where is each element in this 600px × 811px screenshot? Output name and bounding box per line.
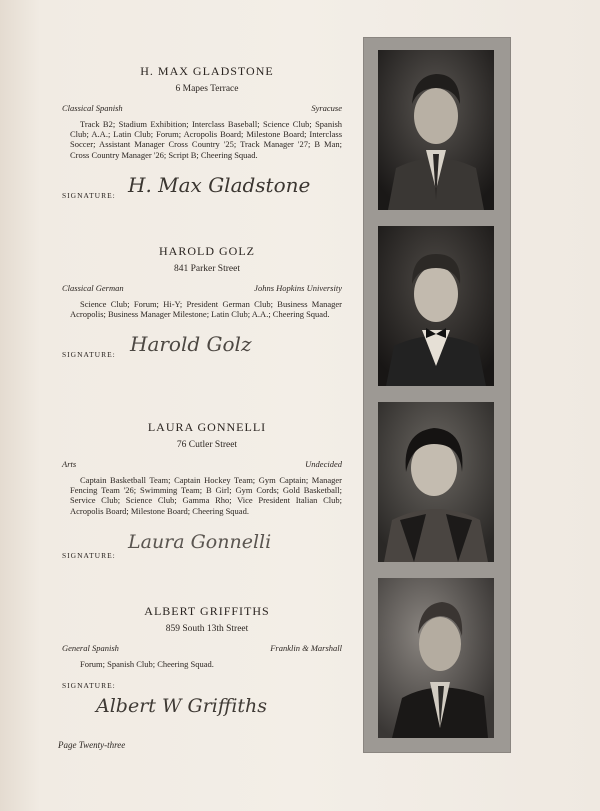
student-destination: Undecided [305, 459, 342, 469]
signature-label: SIGNATURE: [62, 350, 116, 360]
signature-label: SIGNATURE: [62, 681, 116, 691]
student-course: General Spanish [62, 643, 119, 653]
student-name: H. MAX GLADSTONE [140, 64, 274, 78]
student-address: 841 Parker Street [174, 264, 240, 274]
student-entry [62, 420, 342, 560]
photo-strip [364, 38, 510, 752]
student-destination: Johns Hopkins University [254, 283, 342, 293]
student-entry [62, 244, 342, 359]
signature [124, 170, 342, 200]
student-course: Classical German [62, 283, 124, 293]
student-activities: Science Club; Forum; Hi-Y; President German Club; Business Manager Acropolis; Business Manager Milestone; Latin Club; A.A.; Cheering Squad. [70, 299, 342, 320]
signature [124, 526, 342, 560]
signature-label: SIGNATURE: [62, 550, 116, 560]
student-name: ALBERT GRIFFITHS [144, 604, 270, 618]
student-entry [62, 604, 342, 727]
student-activities: Track B2; Stadium Exhibition; Interclass Baseball; Science Club; Spanish Club; A.A.; Latin Club; Forum; Acropolis Board; Milestone Board; Interclass Soccer; Assistant Manager Cross Country '25; Track Manager '27; B Man; Cross Country Manager '26; Script B; Cheering Squad. [70, 119, 342, 160]
signature-text: H. Max Gladstone [127, 172, 311, 197]
signature-label: SIGNATURE: [62, 190, 116, 200]
student-course: Arts [62, 459, 77, 469]
student-photo [378, 578, 494, 738]
student-photo [378, 226, 494, 386]
student-photo [378, 402, 494, 562]
signature-text: Albert W Griffiths [96, 695, 268, 718]
student-address: 6 Mapes Terrace [175, 84, 239, 94]
student-name: LAURA GONNELLI [147, 420, 267, 434]
signature-text: Harold Golz [129, 332, 252, 357]
student-activities: Forum; Spanish Club; Cheering Squad. [80, 659, 214, 669]
student-course: Classical Spanish [62, 103, 123, 113]
student-photo [378, 50, 494, 210]
student-activities: Captain Basketball Team; Captain Hockey Team; Gym Captain; Manager Fencing Team '26; Swimming Team; B Girl; Gym Cords; Gold Basketball; Service Club; Science Club; Gamma Rho; Vice President Italian Club; Acropolis Board; Milestone Board; Cheering Squad. [70, 475, 342, 516]
student-address: 76 Cutler Street [176, 440, 238, 450]
student-address: 859 South 13th Street [165, 624, 249, 634]
signature-text: Laura Gonnelli [127, 530, 271, 553]
student-entry [62, 64, 342, 200]
signature [124, 329, 324, 359]
student-destination: Franklin & Marshall [270, 643, 342, 653]
student-name: HAROLD GOLZ [159, 244, 255, 258]
page-footer: Page Twenty-three [58, 740, 126, 750]
student-destination: Syracuse [311, 103, 342, 113]
signature [92, 690, 332, 722]
